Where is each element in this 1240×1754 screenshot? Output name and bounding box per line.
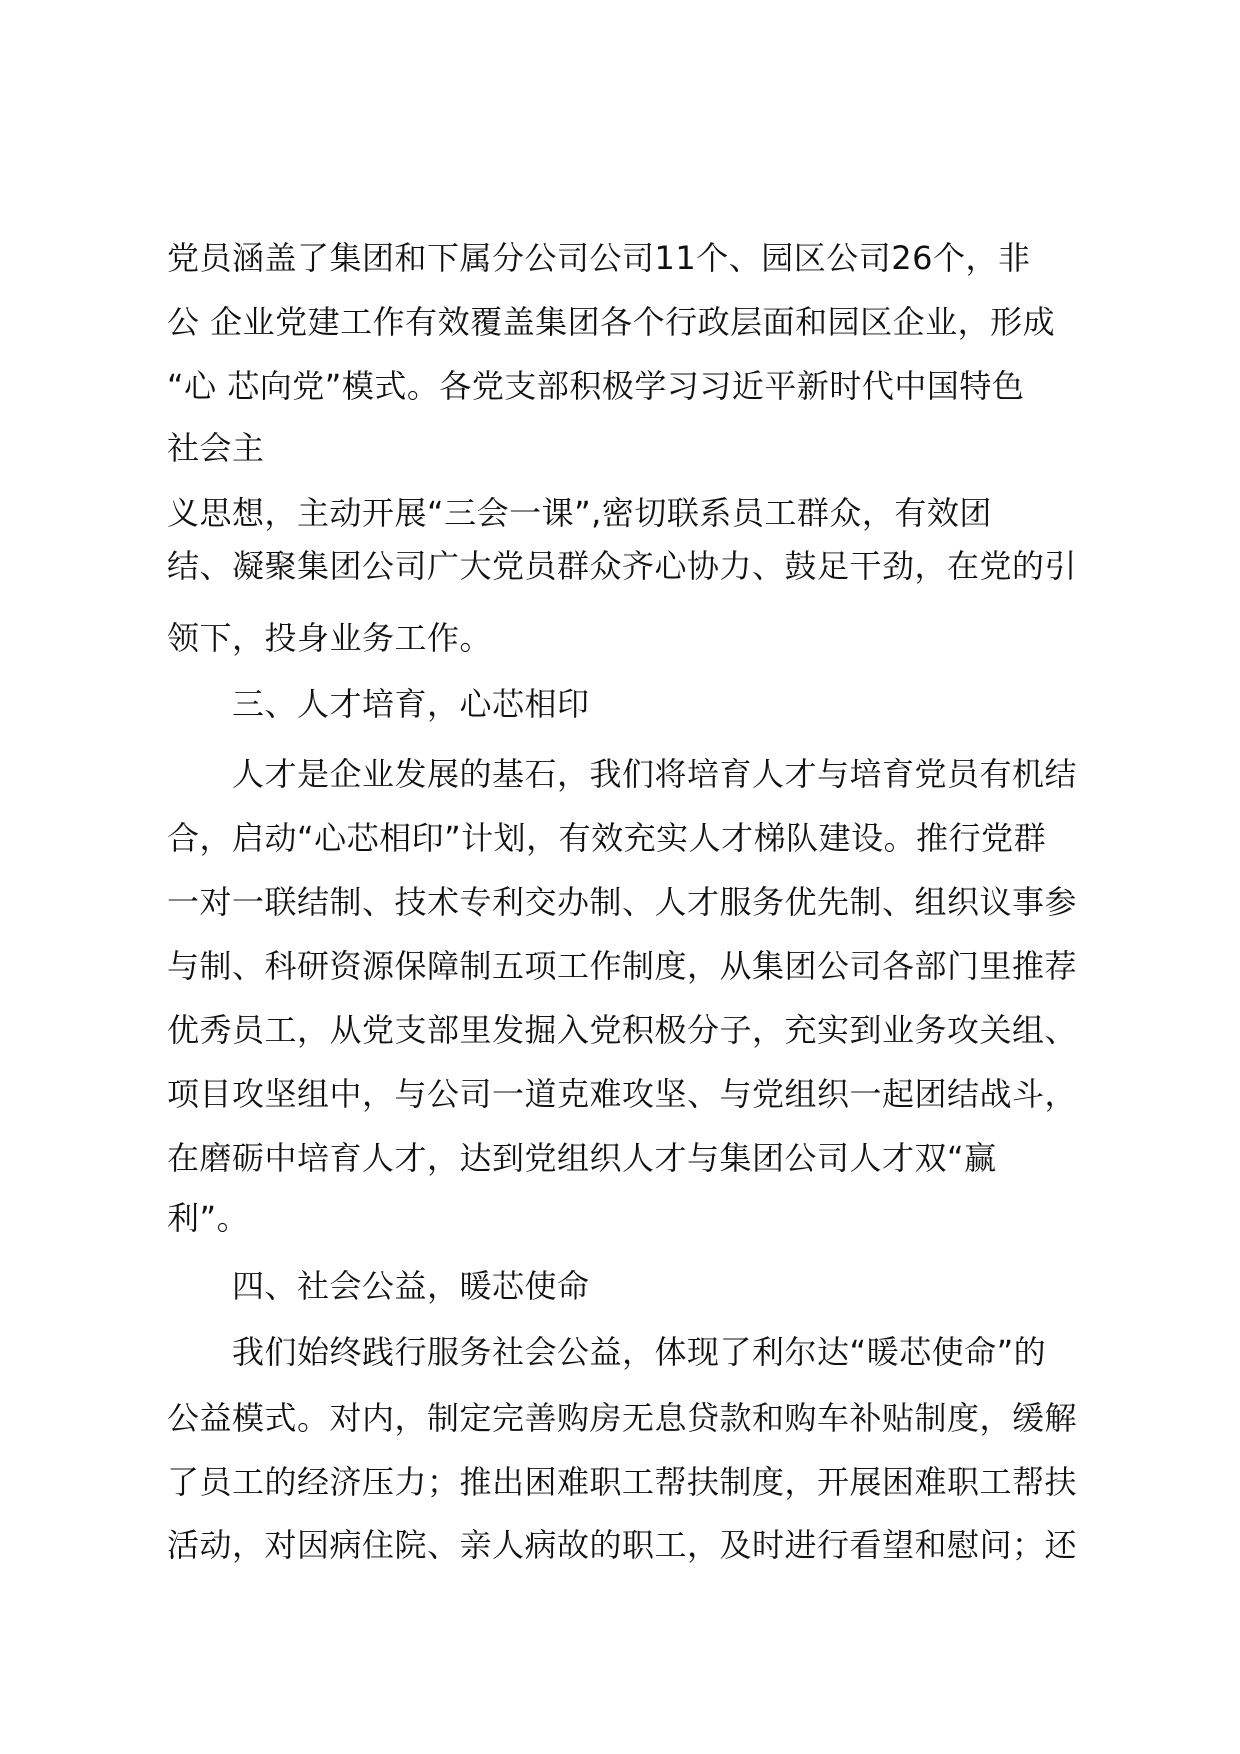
body-text-line: 社会主 [167, 429, 265, 467]
body-text-line: 在磨砺中培育人才，达到党组织人才与集团公司人才双“赢 [167, 1139, 997, 1177]
section-heading: 四、社会公益，暖芯使命 [232, 1267, 590, 1305]
body-text-line: 领下，投身业务工作。 [167, 619, 493, 657]
section-heading: 三、人才培育，心芯相印 [232, 685, 590, 723]
body-text-line: 公益模式。对内，制定完善购房无息贷款和购车补贴制度，缓解 [167, 1399, 1078, 1437]
body-text-line: 合，启动“心芯相印”计划，有效充实人才梯队建设。推行党群 [167, 819, 1047, 857]
body-text-line: 党员涵盖了集团和下属分公司公司11个、园区公司26个，非 [167, 239, 1031, 277]
body-text-line: 利”。 [167, 1199, 250, 1237]
body-text-line: 一对一联结制、技术专利交办制、人才服务优先制、组织议事参 [167, 883, 1078, 921]
body-text-line: 活动，对因病住院、亲人病故的职工，及时进行看望和慰问；还 [167, 1526, 1078, 1564]
body-text-line: 了员工的经济压力；推出困难职工帮扶制度，开展困难职工帮扶 [167, 1463, 1078, 1501]
body-text-line: 公 企业党建工作有效覆盖集团各个行政层面和园区企业，形成 [167, 303, 1056, 341]
body-text-line: 义思想，主动开展“三会一课”,密切联系员工群众，有效团 [167, 494, 992, 532]
body-text-line: 优秀员工，从党支部里发掘入党积极分子，充实到业务攻关组、 [167, 1011, 1078, 1049]
body-text-line: 项目攻坚组中，与公司一道克难攻坚、与党组织一起团结战斗， [167, 1075, 1078, 1113]
body-text-line: 我们始终践行服务社会公益，体现了利尔达“暖芯使命”的 [232, 1333, 1047, 1371]
body-text-line: 与制、科研资源保障制五项工作制度，从集团公司各部门里推荐 [167, 947, 1078, 985]
body-text-line: “心 芯向党”模式。各党支部积极学习习近平新时代中国特色 [167, 367, 1025, 405]
body-text-line: 结、凝聚集团公司广大党员群众齐心协力、鼓足干劲，在党的引 [167, 547, 1078, 585]
body-text-line: 人才是企业发展的基石，我们将培育人才与培育党员有机结 [232, 755, 1078, 793]
